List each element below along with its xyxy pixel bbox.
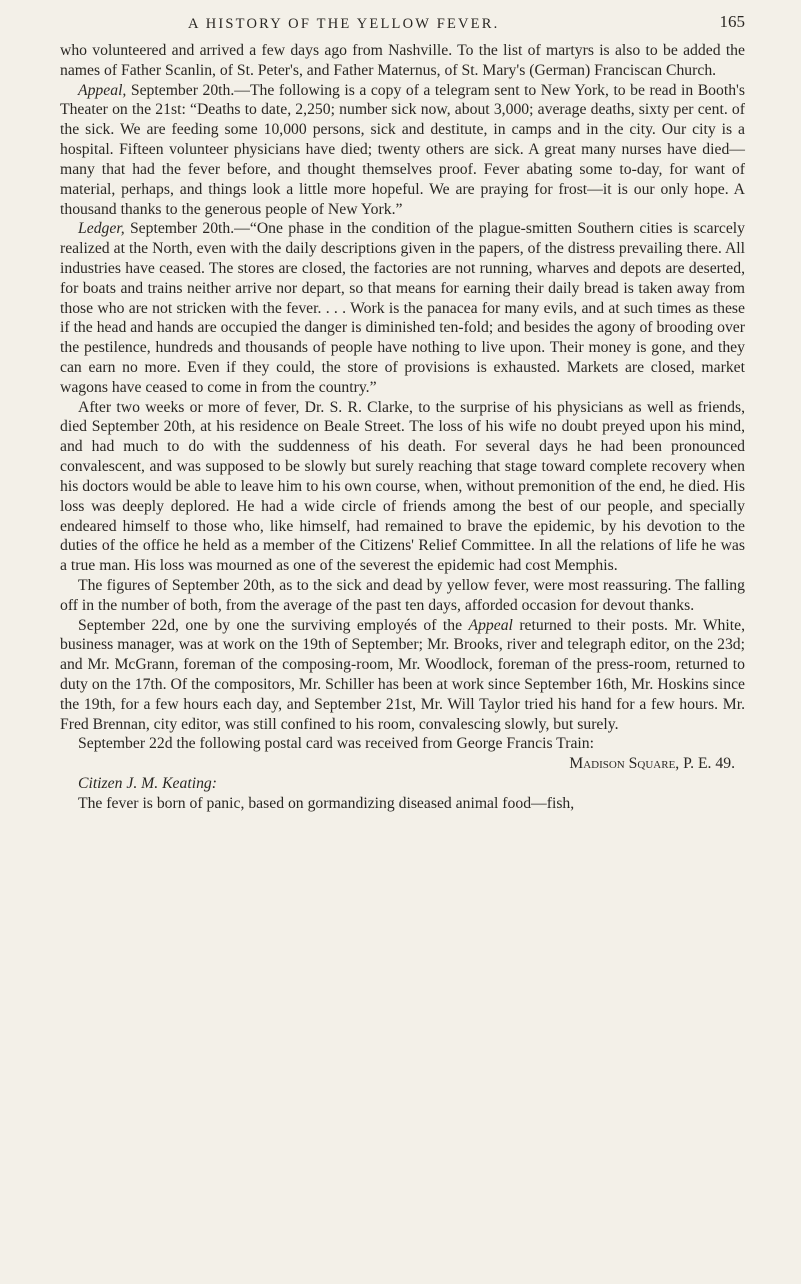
newspaper-name: Ledger, [78, 220, 125, 238]
paragraph: The figures of September 20th, as to the sick and dead by yellow fever, were most reassuring. The falling off in the number of both, from the average of the past ten days, afforded occasion for devout thanks. [60, 576, 745, 614]
paragraph: The fever is born of panic, based on gormandizing diseased animal food—fish, [78, 794, 575, 812]
paragraph: who volunteered and arrived a few days ago from Nashville. To the list of martyrs is also to be added the names of Father Scanlin, of St. Peter's, and Father Maternus, of St. Mary's (German) Franciscan Church. [60, 42, 745, 79]
paragraph: Appeal, September 20th.—The following is a copy of a telegram sent to New York, to be read in Booth's Theater on the 21st: “Deaths to date, 2,250; number sick now, about 3,000; average deaths, sixty per cent. of the sick. We are feeding some 10,000 persons, sick and destitute, in camps and in the city. Our city is a hospital. Fifteen volunteer physicians have died; twenty others are sick. A great many nurses have died—many that had the fever before, and thought themselves proof. Fever abating some to-day, for want of material, perhaps, and things look a little more hopeful. We are praying for frost—it is our only hope. A thousand thanks to the generous people of New York.” [60, 81, 745, 218]
paragraph: September 22d, one by one the surviving employés of the Appeal returned to their posts. Mr. White, business manager, was at work on the 19th of September; Mr. Brooks, river and telegraph editor, on the 23d; and Mr. McGrann, foreman of the composing-room, Mr. Woodlock, foreman of the press-room, returned to duty on the 17th. Of the compositors, Mr. Schiller has been at work since September 16th, Mr. Hoskins since the 19th, for a few hours each day, and September 21st, Mr. Will Taylor tried his hand for a few hours. Mr. Fred Brennan, city editor, was still confined to his room, convalescing slowly, but surely. [60, 616, 746, 733]
running-title: A HISTORY OF THE YELLOW FEVER. [188, 16, 500, 32]
body-text [60, 41, 745, 814]
newspaper-name: Appeal, [78, 81, 127, 99]
newspaper-name: Appeal [468, 616, 513, 634]
letter-salutation: Citizen J. M. Keating: [78, 775, 217, 793]
paragraph: Ledger, September 20th.—“One phase in the condition of the plague-smitten Southern cities is scarcely realized at the North, even with the daily descriptions given in the papers, of the distress prevailing there. All industries have ceased. The stores are closed, the factories are not running, wharves and depots are deserted, for boats and trains neither arrive nor depart, so that means for earning their daily bread is taken away from those who are not stricken with the fever. . . . Work is the panacea for many evils, and at such times as these if the head and hands are occupied the danger is diminished ten-fold; and besides the agony of brooding over the pestilence, hundreds and thousands of people have nothing to live upon. Their money is gone, and they can earn no more. Even if they could, the store of provisions is exhausted. Markets are closed, market wagons have ceased to come in from the country.” [60, 220, 745, 396]
paragraph: After two weeks or more of fever, Dr. S. R. Clarke, to the surprise of his physicians as well as friends, died September 20th, at his residence on Beale Street. The loss of his wife no doubt preyed upon his mind, and had much to do with the suddenness of his death. For several days he had been pronounced convalescent, and was supposed to be slowly but surely reaching that stage toward complete recovery when his doctors would be able to leave him to his own course, when, without premonition of the end, he died. His loss was deeply deplored. He had a wide circle of friends among the best of our people, and specially endeared himself to those who, like himself, had remained to brave the epidemic, by his devotion to the duties of the office he held as a member of the Citizens' Relief Committee. In all the relations of life he was a true man. His loss was mourned as one of the severest the epidemic had cost Memphis. [60, 398, 745, 575]
paragraph: September 22d the following postal card was received from George Francis Train: [78, 735, 594, 753]
running-head [188, 12, 745, 36]
page-number: 165 [719, 12, 745, 31]
letter-dateline: Madison Square, P. E. 49. [569, 755, 735, 773]
